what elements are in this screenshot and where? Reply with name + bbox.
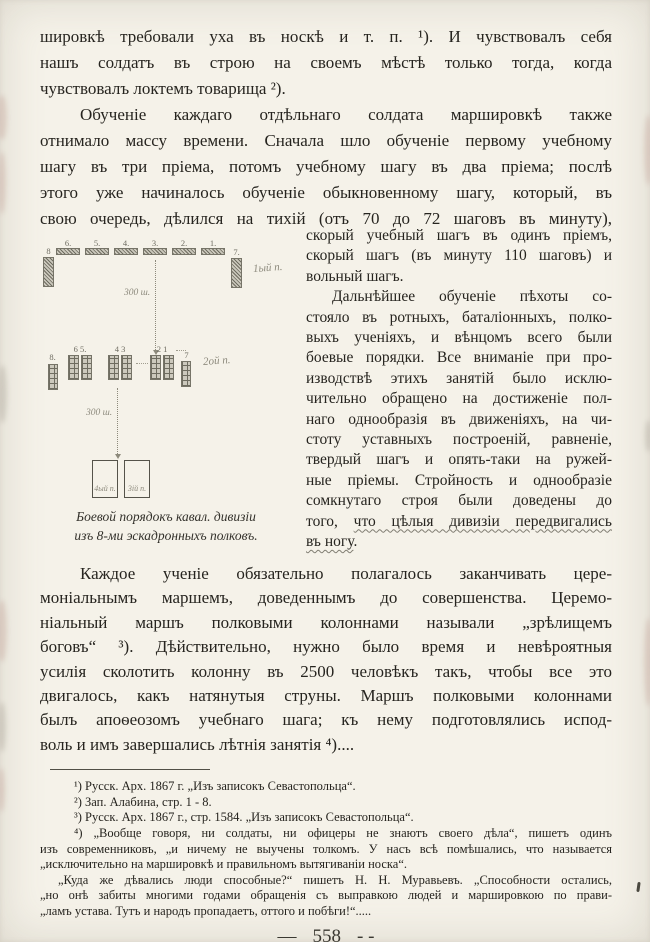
flank-squadron-rect bbox=[43, 257, 54, 287]
reserve-regiment-label: 4ый п. bbox=[94, 484, 116, 493]
squadron-bar bbox=[143, 248, 167, 255]
text-line: сомкнутаго строя были доведены до bbox=[306, 492, 612, 510]
footnote-4-line: „ламъ устава. Тутъ и народъ пропадаетъ, оттого и побѣги!“..... bbox=[40, 904, 372, 918]
squadron bbox=[143, 238, 167, 255]
squadron-number-label: 4. bbox=[122, 238, 130, 248]
page-number-dash: - - bbox=[357, 925, 375, 942]
scan-smudge bbox=[644, 115, 650, 185]
flank-squadron-rect bbox=[231, 258, 242, 288]
formation-figure bbox=[40, 234, 306, 560]
distance-line bbox=[155, 260, 156, 352]
distance-line bbox=[117, 388, 118, 454]
text-line: двигалось, какъ натянутыя струны. Маршъ полковыми колоннами bbox=[40, 686, 612, 706]
squadron bbox=[56, 238, 80, 255]
text-line: скорый учебный шагъ въ одинъ пріемъ, bbox=[306, 227, 612, 244]
footnote-1: ¹) Русск. Арх. 1867 г. „Изъ записокъ Севастопольца“. bbox=[74, 779, 356, 794]
footnote-4-line: ⁴) „Вообще говоря, ни солдаты, ни офицеры не знаютъ своего дѣла“, пишетъ одинъ bbox=[74, 826, 612, 841]
page-text bbox=[40, 24, 612, 942]
squadron bbox=[201, 238, 225, 255]
scan-smudge bbox=[0, 365, 7, 423]
squadron-bar bbox=[172, 248, 196, 255]
squadron-number-label: 5. bbox=[93, 238, 101, 248]
text-line: вольный шагъ. bbox=[306, 267, 404, 285]
regiment-1-label: 1ый п. bbox=[252, 260, 283, 276]
text-line: выхъ ученіяхъ, и вѣнцомъ всего были bbox=[306, 329, 612, 347]
squadron-bar bbox=[114, 248, 138, 255]
wrapped-text-column bbox=[306, 226, 612, 560]
squadron bbox=[172, 238, 196, 255]
paragraph-3 bbox=[40, 562, 612, 757]
paragraph-1 bbox=[40, 24, 612, 102]
text-line: этого уже начиналось обученіе обыкновенному шагу, который, въ bbox=[40, 183, 612, 202]
text-line: ные пріемы. Стройность и однообразіе bbox=[306, 471, 612, 489]
squadron-column bbox=[68, 355, 79, 380]
text-line: воль и имъ завершались лѣтнія занятія ⁴).... bbox=[40, 734, 355, 754]
footnote-3: ³) Русск. Арх. 1867 г., стр. 1584. „Изъ записокъ Севастопольца“. bbox=[74, 810, 414, 825]
regiment-2-label: 2ой п. bbox=[202, 354, 231, 368]
flank-squadron-rect bbox=[181, 361, 191, 387]
column-paragraph-1 bbox=[306, 226, 612, 287]
formation-diagram bbox=[40, 238, 306, 500]
reserve-regiment-rect bbox=[124, 460, 150, 498]
squadron-number-label: 3. bbox=[151, 238, 159, 248]
squadron-column bbox=[121, 355, 132, 380]
dotted-marks bbox=[176, 350, 186, 351]
squadron-column bbox=[163, 355, 174, 380]
pair-number-label: 6 5. bbox=[73, 344, 87, 354]
caption-line: Боевой порядокъ кавал. дивизіи bbox=[76, 509, 256, 524]
text-line: ніальный маршъ полковыми колоннами называли „зрѣлищемъ bbox=[40, 612, 612, 632]
paragraph-2-top bbox=[40, 102, 612, 232]
squadron-number-label: 6. bbox=[64, 238, 72, 248]
squadron bbox=[114, 238, 138, 255]
arrowhead-icon bbox=[115, 454, 121, 459]
squadron-column-pair bbox=[108, 355, 132, 380]
text-line: былъ апоѳеозомъ учебнаго шага; къ нему подготовлялись испод- bbox=[40, 710, 612, 730]
scan-smudge bbox=[0, 768, 5, 812]
underlined-sentence-line-1 bbox=[306, 512, 612, 532]
squadron-column-pair bbox=[68, 355, 92, 380]
flank-number-label: 7. bbox=[233, 247, 240, 257]
squadron-bar bbox=[85, 248, 109, 255]
text-line: чувствовалъ локтемъ товарища ²). bbox=[40, 79, 286, 98]
squadron-column bbox=[108, 355, 119, 380]
text-line: чительно обращено на достиженіе пол- bbox=[306, 390, 612, 408]
scan-smudge bbox=[644, 618, 650, 706]
flank-number-label: 7 bbox=[184, 350, 189, 360]
text-line: шировкѣ требовали уха въ носкѣ и т. п. ¹). И чувствовалъ себя bbox=[40, 27, 612, 46]
scan-smudge bbox=[0, 95, 7, 140]
text-line: наго однообразія въ движеніяхъ, на чи- bbox=[306, 410, 612, 428]
scan-smudge bbox=[0, 702, 6, 752]
text-line: стоту уставныхъ построеній, равненіе, bbox=[306, 431, 612, 449]
footnote-4-line: „Куда же дѣвались люди способные?“ пишетъ Н. Н. Муравьевъ. „Способности остались, bbox=[58, 872, 612, 887]
squadron-line bbox=[56, 238, 225, 255]
squadron-number-label: 1. bbox=[209, 238, 217, 248]
text-line: боговъ“ ³). Дѣйствительно, нужно было время и невѣроятныя bbox=[40, 637, 612, 657]
scan-smudge bbox=[0, 152, 6, 214]
text-line: Каждое ученіе обязательно полагалось заканчивать цере- bbox=[80, 564, 612, 583]
flank-number-label: 8 bbox=[46, 246, 51, 256]
text-line: Обученіе каждаго отдѣльнаго солдата маршировкѣ также bbox=[80, 105, 612, 124]
text-line: усилія сколотить колонну въ 2500 человѣкъ такъ, чтобы все это bbox=[40, 661, 612, 681]
text-line: скорый шагъ (въ минуту 110 шаговъ) и bbox=[306, 247, 612, 265]
text-line: боевые порядки. Все вниманіе при про- bbox=[306, 349, 612, 367]
footnote-4-line: „но онѣ забиты многими годами обращенія съ выправкою людей и маршировкою по прави- bbox=[40, 888, 612, 903]
pair-number-label: 2 1 bbox=[156, 344, 168, 354]
footnote-4-line: изъ современниковъ, „и ничему не выучены толкомъ. У насъ всѣ помѣшались, что называется bbox=[40, 841, 612, 856]
flank-squadron-rect bbox=[48, 364, 58, 390]
underlined-phrase: въ ногу bbox=[306, 533, 354, 551]
ink-mark bbox=[636, 882, 640, 892]
text-line: моніальнымъ маршемъ, доведеннымъ до совершенства. Церемо- bbox=[40, 588, 612, 608]
squadron-column bbox=[150, 355, 161, 380]
text-line: шагу въ три пріема, потомъ учебному шагу въ два пріема; послѣ bbox=[40, 157, 612, 176]
squadron-column-pair bbox=[150, 355, 174, 380]
text-line: Дальнѣйшее обученіе пѣхоты со- bbox=[332, 288, 612, 306]
footnote-4-line: „исключительно на маршировкѣ и правильномъ вытягиваніи носка“. bbox=[40, 857, 407, 872]
figure-caption bbox=[40, 508, 292, 545]
text-line: свою очередь, дѣлился на тихій (отъ 70 до 72 шаговъ въ минуту), bbox=[40, 209, 612, 228]
underlined-sentence-line-2 bbox=[306, 532, 612, 552]
squadron-number-label: 2. bbox=[180, 238, 188, 248]
scan-smudge bbox=[0, 600, 7, 662]
page-number bbox=[40, 926, 612, 942]
reserve-regiment-label: 3ій п. bbox=[127, 484, 147, 493]
pair-number-label: 4 3 bbox=[114, 344, 126, 354]
caption-line: изъ 8-ми эскадронныхъ полковъ. bbox=[74, 527, 258, 543]
figure-and-text-row bbox=[40, 227, 612, 560]
footnotes bbox=[40, 779, 612, 919]
text-line: твердый шагъ и опять-таки на ружей- bbox=[306, 451, 612, 469]
distance-label: 300 ш. bbox=[86, 408, 113, 418]
squadron bbox=[85, 238, 109, 255]
footnote-separator bbox=[50, 769, 210, 770]
page-number-dash: — bbox=[277, 925, 297, 942]
underlined-phrase: что цѣлыя дивизіи передвигались bbox=[353, 512, 612, 530]
scan-smudge bbox=[645, 420, 650, 452]
distance-label: 300 ш. bbox=[124, 288, 151, 298]
text-line: нашъ солдатъ въ строю на своемъ мѣстѣ только тогда, когда bbox=[40, 53, 612, 72]
squadron-column bbox=[81, 355, 92, 380]
squadron-bar bbox=[201, 248, 225, 255]
dotted-marks bbox=[136, 363, 148, 364]
text-line: стояло въ ротныхъ, баталіонныхъ, полко- bbox=[306, 308, 612, 326]
text-segment: того, bbox=[306, 512, 354, 530]
column-paragraph-2 bbox=[306, 287, 612, 511]
text-line: изводствѣ этихъ занятій было исклю- bbox=[306, 369, 612, 387]
squadron-bar bbox=[56, 248, 80, 255]
text-line: отнимало массу времени. Сначала шло обученіе первому учебному bbox=[40, 131, 612, 150]
reserve-regiment-rect bbox=[92, 460, 118, 498]
flank-number-label: 8. bbox=[49, 352, 56, 362]
footnote-2: ²) Зап. Алабина, стр. 1 - 8. bbox=[74, 794, 212, 809]
text-segment: . bbox=[353, 533, 358, 551]
page-number-value: 558 bbox=[312, 925, 342, 942]
